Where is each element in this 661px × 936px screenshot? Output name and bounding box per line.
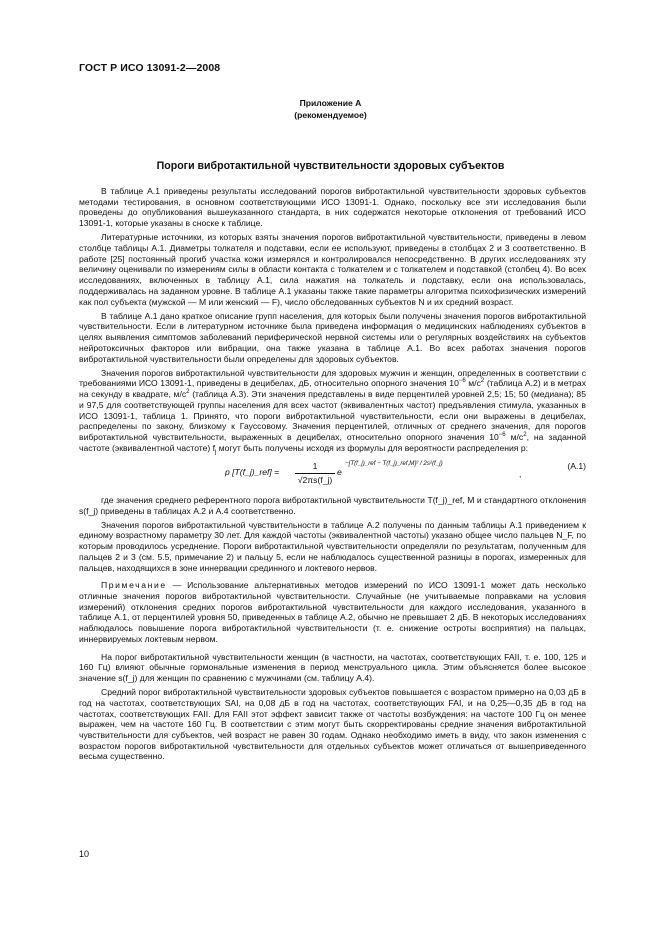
paragraph: Средний порог вибротактильной чувствительности здоровых субъектов повышается с возрастом примерно на 0,03 дБ в год на частотах, соответствующих SAI, на 0,08 дБ в год на частотах, соответствующих FAI, и на 0,25—0,35 дБ в год на частотах, соответствующих FAII. Для FAII этот эффект зависит также от частоты возбуждения: на частоте 100 Гц он менее выражен, чем на частоте 160 Гц. В соответствии с этим могут быть скорректированы средние значения вибротактильной чувствительности для субъектов, чей возраст не равен 30 годам. Однако необходимо иметь в виду, что закон изменения с возрастом порогов вибротактильной чувствительности для отдельных субъектов может отличаться от вышеприведенного весьма существенно. [79,687,586,762]
paragraph: В таблице А.1 приведены результаты исследований порогов вибротактильной чувствительности здоровых субъектов методами тестирования, в основном соответствующими ИСО 13091-1. Однако, поскольку все эти исследования были проведены до опубликования вышеуказанного стандарта, в них содержатся некоторые отклонения от требований ИСО 13091-1, которые указаны в сноске к таблице. [79,186,586,229]
subscript: j [215,449,217,456]
superscript: 2 [523,432,527,439]
document-body [79,186,586,766]
superscript: 2 [186,389,190,396]
formula-numerator: 1 [295,461,335,474]
text-run: , на заданной частоте (эквивалентной частоте) f [79,431,587,453]
paragraph: На порог вибротактильной чувствительности женщин (в частности, на частотах, соответствующих FAII, т. е. 100, 125 и 160 Гц) влияют обычные гормональные изменения в период менструального цикла. Этим объясняется более высокое значение s(f_j) для женщин по сравнению с мужчинами (см. таблицу А.4). [79,651,586,683]
paragraph: Значения порогов вибротактильной чувствительности в таблице А.2 получены по данным таблицы А.1 приведением к единому возрастному параметру 30 лет. Для каждой частоты (эквивалентной частоты) указано общее число пальцев N_F, по которым проводилось усреднение. Пороги вибротактильной чувствительности определяли по результатам, полученным для пальцев 2 и 3 (см. 5.5, примечание 2) и пальцу 5, если не наблюдалось существенной разницы в порогах, измеренных для пальцев, находящихся в зоне иннервации срединного и локтевого нервов. [79,519,586,573]
formula-trailing: , [519,468,522,479]
formula-base: e [337,466,342,477]
text-run: могут быть получены исходя из формулы для вероятности распределения p: [216,442,528,453]
formula-exponent: −[T(f_j)_ref − T(f_j)_ref,M]² / 2s²(f_j) [345,459,443,467]
superscript: −6 [458,378,466,385]
superscript: 2 [480,378,485,385]
page-number: 10 [79,849,90,859]
text-run: м/с [505,431,524,442]
superscript: −6 [498,432,506,439]
paragraph: Литературные источники, из которых взяты значения порогов вибротактильной чувствительности, приведены в левом столбце таблицы А.1. Диаметры толкателя и подставки, если ее используют, приведены в столбцах 2 и 3 соответственно. В работе [25] постоянный прогиб участка кожи измерялся и контролировался непосредственно. В других исследованиях эту величину оценивали по измерениям силы в области контакта с толкателем и с толкателем и подставкой (столбец 4). Во всех исследованиях, включенных в таблицу А.1, сила нажатия на толкатель и подставку, если она использовалась, поддерживалась на заданном уровне. В таблице А.1 указаны также такие параметры алгоритма психофизических измерений как пол субъекта (мужской — M или женский — F), число обследованных субъектов N и их средний возраст. [79,232,586,307]
formula-denominator: √2πs(f_j) [297,474,333,485]
formula-number: (А.1) [567,460,586,471]
paragraph: где значения среднего референтного порога вибротактильной чувствительности T(f_j)_ref, M и стандартного отклонения s(f_j) приведены в таблицах А.2 и А.4 соответственно. [79,494,586,516]
formula-fraction [295,461,335,485]
text-run: Значения порогов вибротактильной чувствительности для здоровых мужчин и женщин, определенных в соответствии с требованиями ИСО 13091-1, приведены в децибелах, дБ, относительно опорного значения 10 [79,367,586,389]
document-header: ГОСТ Р ИСО 13091-2—2008 [79,62,221,74]
annex-title: Приложение А [299,98,362,108]
formula-a1 [79,457,586,491]
text-run: (таблица А.3). Эти значения представлены в виде перцентилей уровней 2,5; 15; 50 (медиана); 85 и 97,5 для соответствующей группы населения для всех частот (эквивалентных частот) предъявления стимула, указанных в ИСО 13091-1, таблица 1. Принято, что пороги вибротактильной чувствительности, если они выражены в децибелах, распределены по закону, близкому к Гауссовому. Значения перцентилей, отличных от среднего значения, для порогов вибротактильной чувствительности, выраженных в децибелах, относительно опорного значения 10 [79,389,586,442]
annex-status: (рекомендуемое) [294,110,367,120]
paragraph [79,368,586,454]
note-label: Примечание [101,580,167,591]
note [79,580,586,644]
paragraph: В таблице А.1 дано краткое описание групп населения, для которых были получены значения порогов вибротактильной чувствительности. Если в литературном источнике была приведена информация о медицинских наблюдениях субъектов в целях выявления симптомов заболеваний периферической нервной системы или о регулярных воздействиях на субъектов нейротоксичных факторов или вибрации, она также указана в таблице А.1. Во всех работах значения порогов вибротактильной чувствительности были определены для здоровых субъектов. [79,310,586,364]
formula-lhs: p [T(f_j)_ref] = [225,466,280,477]
text-run: м/с [465,378,481,389]
section-title: Пороги вибротактильной чувствительности здоровых субъектов [156,160,505,172]
note-text: — Использование альтернативных методов измерений по ИСО 13091-1 может дать несколько отличные значения порогов вибротактильной чувствительности. Случайные (не учитываемые поправками на условия измерений) отклонения средних порогов вибротактильной чувствительности для каждого исследования, указанного в таблице А.1, от перцентилей уровня 50, приведенных в таблице А.2, обычно не превышает 2 дБ. В некоторых исследованиях наблюдалось повышение порога вибротактильной чувствительности (т. е. снижение остроты восприятия) на пальцах, иннервируемых локтевым нервом. [79,580,586,644]
text-run: (таблица А.2) и в метрах на секунду в квадрате, м/с [79,378,587,400]
